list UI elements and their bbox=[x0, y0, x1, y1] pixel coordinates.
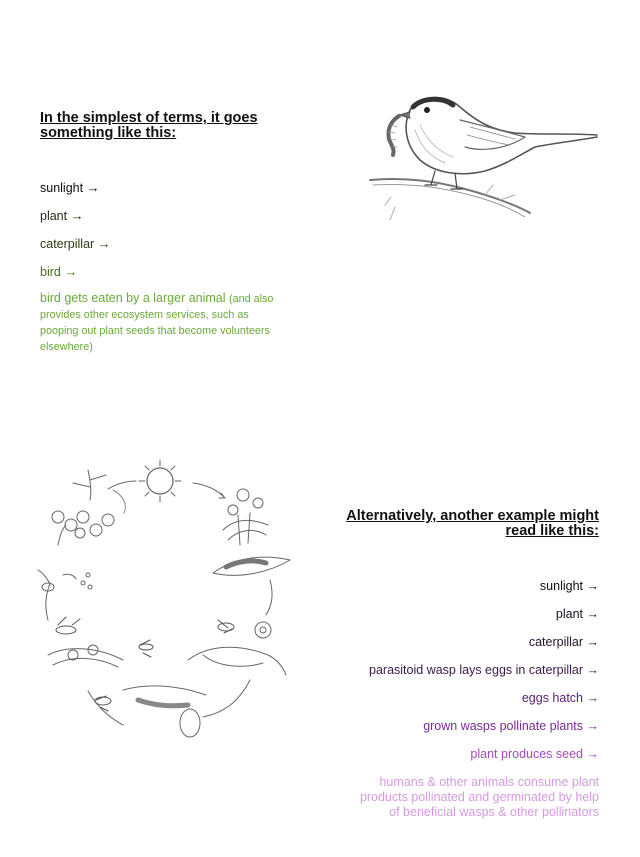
arrow-right-icon: → bbox=[586, 579, 599, 593]
arrow-right-icon: → bbox=[70, 208, 84, 223]
chain1-step-bird bbox=[40, 264, 77, 279]
arrow-right-icon: → bbox=[64, 264, 78, 279]
arrow-right-icon: → bbox=[97, 236, 111, 251]
chain1-step-label: sunlight bbox=[40, 181, 84, 195]
chain2-step-plant-seed bbox=[470, 747, 599, 761]
chain2-step-wasps-pollinate bbox=[423, 719, 599, 733]
arrow-right-icon: → bbox=[586, 663, 599, 677]
chain1-step-label: bird bbox=[40, 265, 61, 279]
chain1-final-step bbox=[40, 291, 290, 355]
arrow-right-icon: → bbox=[586, 719, 599, 733]
arrow-right-icon: → bbox=[86, 180, 100, 195]
section2-heading: Alternatively, another example might read like this: bbox=[346, 508, 599, 539]
arrow-right-icon: → bbox=[586, 635, 599, 649]
chain1-step-caterpillar bbox=[40, 236, 111, 251]
chain1-final-note: (and also provides other ecosystem services, such as pooping out plant seeds that become volunteers elsewhere) bbox=[40, 293, 274, 353]
section1-heading: In the simplest of terms, it goes something like this: bbox=[40, 110, 258, 141]
chain1-final-main: bird gets eaten by a larger animal bbox=[40, 291, 226, 305]
chain2-step-parasitoid-wasp bbox=[369, 663, 599, 677]
chain2-step-label: parasitoid wasp lays eggs in caterpillar bbox=[369, 663, 584, 677]
chain1-step-label: caterpillar bbox=[40, 237, 95, 251]
chain2-step-plant bbox=[556, 607, 599, 621]
chain1-step-sunlight bbox=[40, 180, 100, 195]
chain2-step-label: caterpillar bbox=[528, 635, 584, 649]
arrow-right-icon: → bbox=[586, 607, 599, 621]
chain1-step-label: plant bbox=[40, 209, 68, 223]
chain2-step-eggs-hatch bbox=[522, 691, 599, 705]
life-cycle-illustration bbox=[28, 455, 298, 745]
bird-with-worm-illustration bbox=[365, 85, 605, 235]
chain2-final-step: humans & other animals consume plant products pollinated and germinated by help of beneficial wasps & other pollinators bbox=[359, 775, 599, 819]
chain2-step-label: sunlight bbox=[539, 579, 584, 593]
chain2-step-label: grown wasps pollinate plants bbox=[423, 719, 584, 733]
chain2-step-label: plant bbox=[555, 607, 584, 621]
chain2-step-label: eggs hatch bbox=[521, 691, 584, 705]
arrow-right-icon: → bbox=[586, 747, 599, 761]
chain2-step-caterpillar bbox=[529, 635, 599, 649]
chain2-step-label: plant produces seed bbox=[470, 747, 584, 761]
arrow-right-icon: → bbox=[586, 691, 599, 705]
sun-icon bbox=[139, 460, 181, 502]
chain2-step-sunlight bbox=[540, 579, 599, 593]
chain1-step-plant bbox=[40, 208, 84, 223]
